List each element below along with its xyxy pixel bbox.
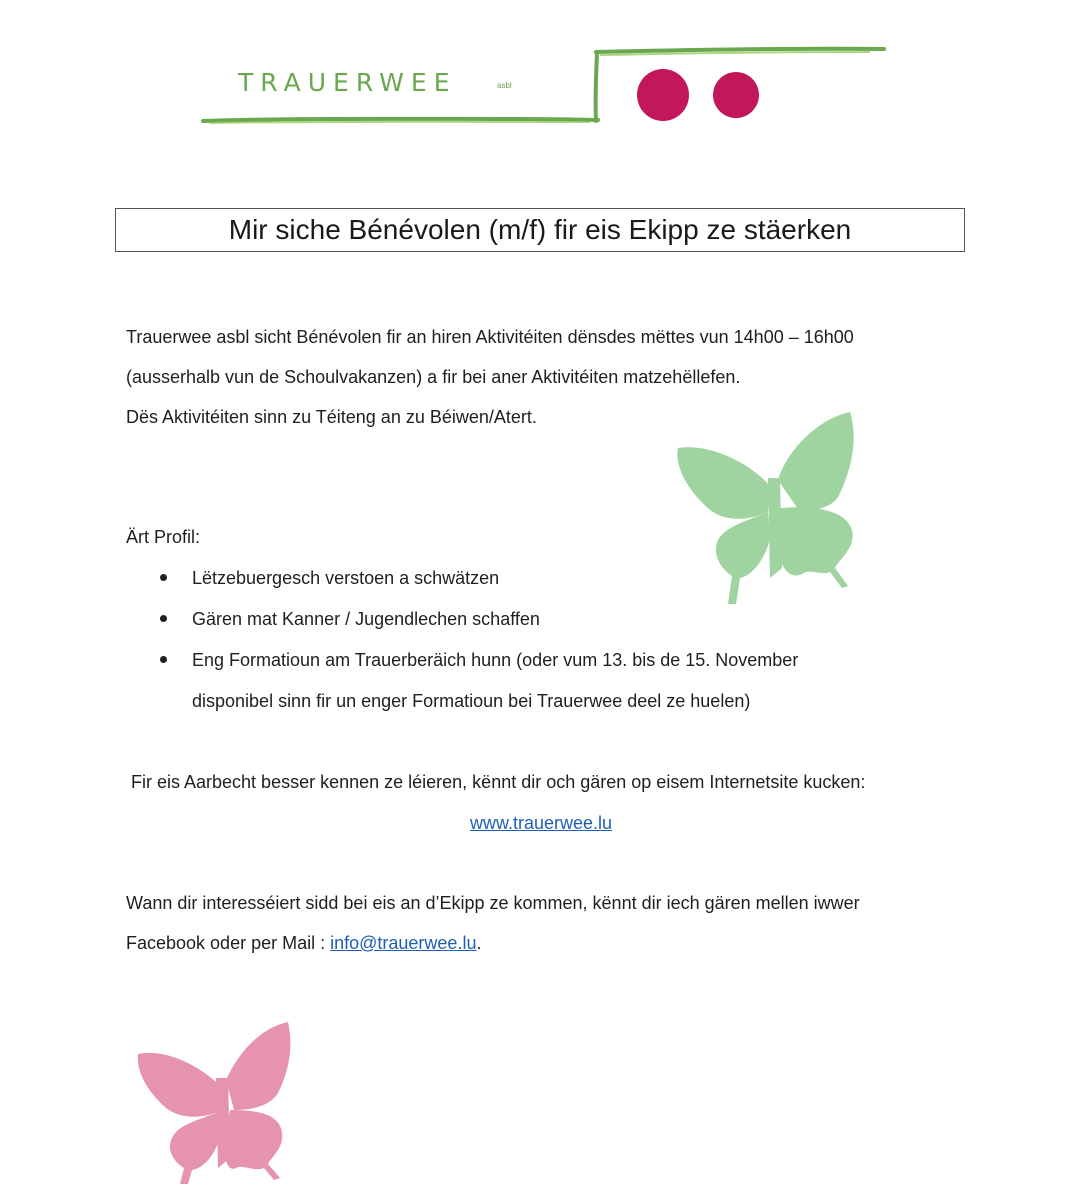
website-text: Fir eis Aarbecht besser kennen ze léieren, kënnt dir och gären op eisem Internetsite kucken: xyxy=(131,772,866,792)
intro-line-3: Dës Aktivitéiten sinn zu Téiteng an zu Béiwen/Atert. xyxy=(126,407,537,427)
logo-dot-large xyxy=(637,69,689,121)
contact-prefix: Facebook oder per Mail : xyxy=(126,933,331,953)
profile-heading: Ärt Profil: xyxy=(126,527,201,547)
logo-vertical-stroke xyxy=(596,53,597,121)
logo xyxy=(0,0,1082,150)
contact-suffix: . xyxy=(476,933,482,953)
contact-line-2 xyxy=(126,931,481,955)
profile-item-2: Gären mat Kanner / Jugendlechen schaffen xyxy=(192,609,540,629)
butterfly-pink-icon xyxy=(130,1018,300,1188)
profile-item-3: Eng Formatioun am Trauerberäich hunn (oder vum 13. bis de 15. November xyxy=(192,650,799,670)
intro-line-2: (ausserhalb vun de Schoulvakanzen) a fir bei aner Aktivitéiten matzehëllefen. xyxy=(126,367,741,387)
website-link[interactable]: www.trauerwee.lu xyxy=(469,813,613,833)
profile-item-1: Lëtzebuergesch verstoen a schwätzen xyxy=(192,568,500,588)
bullet-icon xyxy=(160,615,167,622)
contact-line-1: Wann dir interesséiert sidd bei eis an d’Ekipp ze kommen, kënnt dir iech gären mellen iwwer xyxy=(126,893,860,913)
logo-graphic xyxy=(0,0,1082,150)
intro-line-1: Trauerwee asbl sicht Bénévolen fir an hiren Aktivitéiten dënsdes mëttes vun 14h00 – 16h00 xyxy=(126,327,854,347)
logo-suffix: asbl xyxy=(497,81,512,90)
logo-dot-small xyxy=(713,72,759,118)
bullet-icon xyxy=(160,656,167,663)
bullet-icon xyxy=(160,574,167,581)
email-link[interactable]: info@trauerwee.lu xyxy=(330,933,477,953)
website-link-row xyxy=(0,811,1082,835)
profile-item-3-continued: disponibel sinn fir un enger Formatioun bei Trauerwee deel ze huelen) xyxy=(192,691,751,711)
logo-underline-stroke xyxy=(203,119,598,121)
butterfly-green-icon xyxy=(670,408,860,608)
logo-text: TRAUERWEE xyxy=(238,68,457,97)
page-title: Mir siche Bénévolen (m/f) fir eis Ekipp ze stäerken xyxy=(115,208,965,252)
